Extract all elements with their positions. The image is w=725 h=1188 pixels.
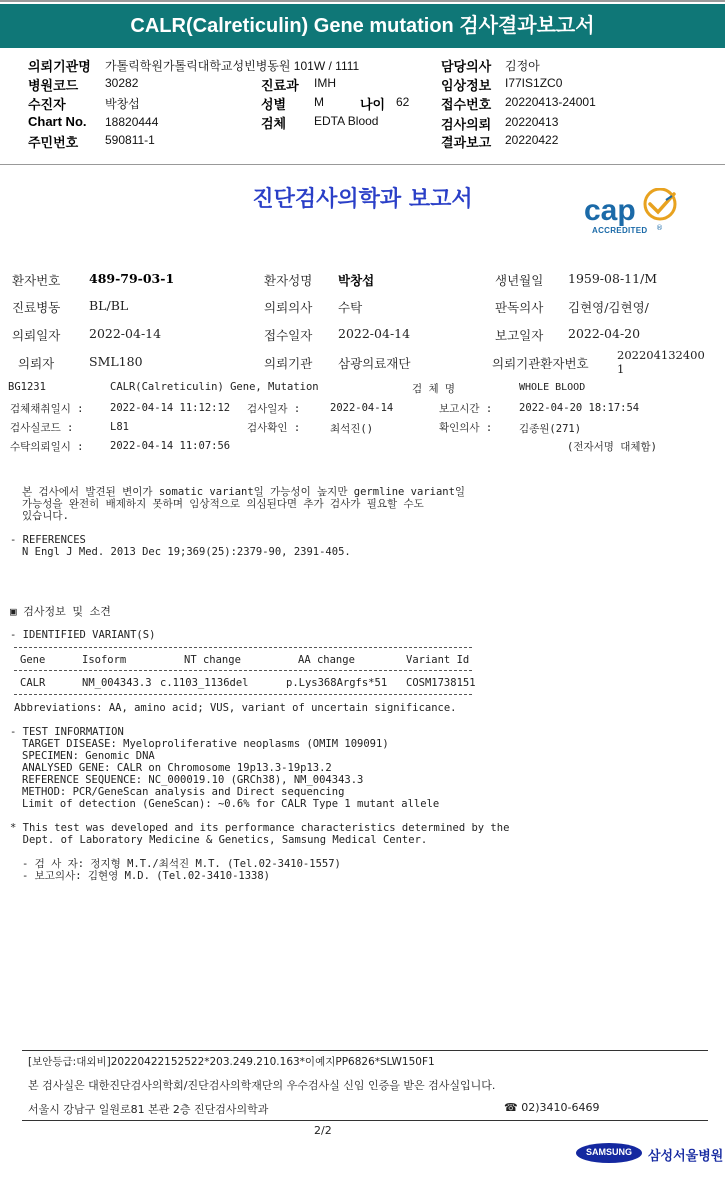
security-line: [보안등급:대외비]20220422152522*203.249.210.163*이예지PP6826*SLW150F1 — [28, 1056, 435, 1068]
collect-time-label: 검체채취일시 : — [10, 403, 84, 415]
page-number: 2/2 — [314, 1124, 332, 1137]
dept-value: IMH — [314, 76, 336, 90]
requester-label: 의뢰자 — [18, 356, 55, 371]
requester-value: SML180 — [89, 354, 143, 369]
column-header-nt-change: NT change — [184, 654, 241, 666]
cell-nt-change: c.1103_1136del — [160, 677, 249, 689]
report-time-label: 보고시간 : — [439, 403, 493, 415]
clinical-label: 임상정보 — [441, 78, 492, 93]
report-date-value: 2022-04-20 — [568, 326, 641, 341]
samsung-logo-text: SAMSUNG — [585, 1147, 632, 1157]
result-value: 20220422 — [505, 133, 559, 147]
request-label: 검사의뢰 — [441, 117, 492, 132]
report-time-value: 2022-04-20 18:17:54 — [519, 402, 640, 414]
patient-no-label: 환자번호 — [12, 273, 61, 288]
inst-patient-no-value-line1: 202204132400 — [617, 348, 705, 362]
cell-isoform: NM_004343.3 — [82, 677, 152, 689]
address-line: 서울시 강남구 일원로81 본관 2층 진단검사의학과 — [28, 1103, 269, 1116]
test-info-heading: - TEST INFORMATION — [10, 726, 124, 738]
chart-no-label: Chart No. — [28, 114, 87, 129]
req-date-label: 의뢰일자 — [12, 328, 61, 343]
comment-line-1: 본 검사에서 발견된 변이가 somatic variant일 가능성이 높지만 germline variant일 — [22, 486, 466, 498]
department-report-title: 진단검사의학과 보고서 — [252, 186, 473, 212]
patient-name-label: 환자성명 — [264, 273, 313, 288]
confirm-label: 검사확인 : — [247, 422, 301, 434]
column-header-gene: Gene — [20, 654, 46, 666]
hospital-code-label: 병원코드 — [28, 78, 79, 93]
cell-gene: CALR — [20, 677, 46, 689]
report-main-title: CALR(Calreticulin) Gene mutation 검사결과보고서 — [130, 15, 595, 37]
cap-accredited-logo — [584, 188, 684, 242]
read-doctor-label: 판독의사 — [495, 300, 544, 315]
test-info-line: METHOD: PCR/GeneScan analysis and Direct sequencing — [22, 786, 345, 798]
confirm-value: 최석진() — [330, 423, 374, 435]
req-inst-value: 삼광의료재단 — [338, 356, 411, 371]
consign-time-value: 2022-04-14 11:07:56 — [110, 440, 231, 452]
references-text: N Engl J Med. 2013 Dec 19;369(25):2379-90, 2391-405. — [22, 546, 351, 558]
specimen-label: 검체 — [261, 116, 287, 131]
dept-label: 진료과 — [261, 78, 299, 93]
reception-no-label: 접수번호 — [441, 97, 492, 112]
table-bottom-rule — [14, 694, 472, 695]
certification-line: 본 검사실은 대한진단검사의학회/진단검사의학재단의 우수검사실 신임 인증을 받은 검사실입니다. — [28, 1079, 496, 1092]
test-info-line: Limit of detection (GeneScan): ~0.6% for CALR Type 1 mutant allele — [22, 798, 440, 810]
resident-no-label: 주민번호 — [28, 135, 79, 150]
patient-name-value: 박창섭 — [338, 273, 375, 288]
ward-value: BL/BL — [89, 298, 129, 313]
cap-logo-tm: ® — [656, 224, 663, 232]
collect-time-value: 2022-04-14 11:12:12 — [110, 402, 231, 414]
report-date-label: 보고일자 — [495, 328, 544, 343]
specimen-name-value: WHOLE BLOOD — [519, 382, 586, 393]
section-title: ▣ 검사정보 및 소견 — [10, 605, 111, 618]
samsung-logo — [575, 1142, 643, 1164]
cell-aa-change: p.Lys368Argfs*51 — [286, 677, 388, 689]
receiver-value: 박창섭 — [105, 97, 140, 111]
clinical-value: I77IS1ZC0 — [505, 76, 563, 90]
references-heading: - REFERENCES — [10, 534, 86, 546]
result-label: 결과보고 — [441, 135, 492, 150]
req-inst-label: 의뢰기관 — [264, 356, 313, 371]
test-info-line: SPECIMEN: Genomic DNA — [22, 750, 155, 762]
req-date-value: 2022-04-14 — [89, 326, 162, 341]
column-header-aa-change: AA change — [298, 654, 355, 666]
ward-label: 진료병동 — [12, 300, 61, 315]
header-divider — [0, 164, 725, 165]
read-doctor-value: 김현영/김현영/ — [568, 300, 649, 315]
report-title-bar — [0, 4, 725, 48]
receiver-label: 수진자 — [28, 97, 66, 112]
comment-line-3: 있습니다. — [22, 510, 69, 522]
table-top-rule — [14, 647, 472, 648]
birth-label: 생년월일 — [495, 273, 544, 288]
notice-line-1: * This test was developed and its performance characteristics determined by the — [10, 822, 510, 834]
footer-top-rule — [22, 1050, 708, 1051]
cell-variant-id: COSM1738151 — [406, 677, 476, 689]
specimen-value: EDTA Blood — [314, 114, 379, 128]
sex-value: M — [314, 95, 324, 109]
column-header-variant-id: Variant Id — [406, 654, 470, 666]
variants-heading: - IDENTIFIED VARIANT(S) — [10, 629, 156, 641]
test-date-value: 2022-04-14 — [330, 402, 394, 414]
institution-label: 의뢰기관명 — [28, 59, 91, 74]
confirm-doctor-value: 김종원(271) — [519, 423, 582, 435]
recv-date-label: 접수일자 — [264, 328, 313, 343]
hospital-code-value: 30282 — [105, 76, 139, 90]
test-date-label: 검사일자 : — [247, 403, 301, 415]
doctor-value: 김정아 — [505, 59, 540, 73]
column-header-isoform: Isoform — [82, 654, 127, 666]
esign-note: (전자서명 대체함) — [567, 441, 657, 453]
age-value: 62 — [396, 95, 410, 109]
institution-value: 가톨릭학원가톨릭대학교성빈병동원 101W / 1111 — [105, 59, 360, 73]
footer-bottom-rule — [22, 1120, 708, 1121]
birth-value: 1959-08-11/M — [568, 271, 658, 286]
cap-logo-text: cap — [584, 194, 636, 227]
comment-line-2: 가능성을 완전히 배제하지 못하며 임상적으로 의심된다면 추가 검사가 필요할 수도 — [22, 498, 424, 510]
cap-logo-subtext: ACCREDITED — [592, 226, 648, 235]
abbreviations: Abbreviations: AA, amino acid; VUS, variant of uncertain significance. — [14, 702, 457, 714]
reception-no-value: 20220413-24001 — [505, 95, 596, 109]
confirm-doctor-label: 확인의사 : — [439, 422, 493, 434]
specimen-name-label: 검 체 명 — [412, 383, 456, 395]
hospital-name: 삼성서울병원 — [648, 1148, 724, 1163]
test-info-line: ANALYSED GENE: CALR on Chromosome 19p13.3-19p13.2 — [22, 762, 332, 774]
test-code: BG1231 — [8, 381, 46, 393]
top-border — [0, 0, 725, 2]
doctor-label: 담당의사 — [441, 59, 492, 74]
age-label: 나이 — [360, 97, 386, 112]
req-doctor-label: 의뢰의사 — [264, 300, 313, 315]
sex-label: 성별 — [261, 97, 287, 112]
lab-code-value: L81 — [110, 421, 129, 433]
test-info-line: REFERENCE SEQUENCE: NC_000019.10 (GRCh38), NM_004343.3 — [22, 774, 364, 786]
chart-no-value: 18820444 — [105, 115, 159, 129]
test-info-line: TARGET DISEASE: Myeloproliferative neoplasms (OMIM 109091) — [22, 738, 389, 750]
req-doctor-value: 수탁 — [338, 300, 363, 315]
resident-no-value: 590811-1 — [105, 133, 155, 147]
test-name: CALR(Calreticulin) Gene, Mutation — [110, 381, 319, 393]
consign-time-label: 수탁의뢰일시 : — [10, 441, 84, 453]
table-header-rule — [14, 670, 472, 671]
staff-line-2: - 보고의사: 김현영 M.D. (Tel.02-3410-1338) — [22, 870, 271, 882]
lab-code-label: 검사실코드 : — [10, 422, 74, 434]
phone-line: ☎ 02)3410-6469 — [504, 1101, 600, 1114]
inst-patient-no-label: 의뢰기관환자번호 — [492, 356, 589, 371]
request-value: 20220413 — [505, 115, 559, 129]
notice-line-2: Dept. of Laboratory Medicine & Genetics, Samsung Medical Center. — [10, 834, 428, 846]
staff-line-1: - 검 사 자: 정지형 M.T./최석진 M.T. (Tel.02-3410-1557) — [22, 858, 341, 870]
inst-patient-no-value-line2: 1 — [617, 362, 625, 376]
patient-no-value: 489-79-03-1 — [89, 271, 175, 286]
recv-date-value: 2022-04-14 — [338, 326, 411, 341]
